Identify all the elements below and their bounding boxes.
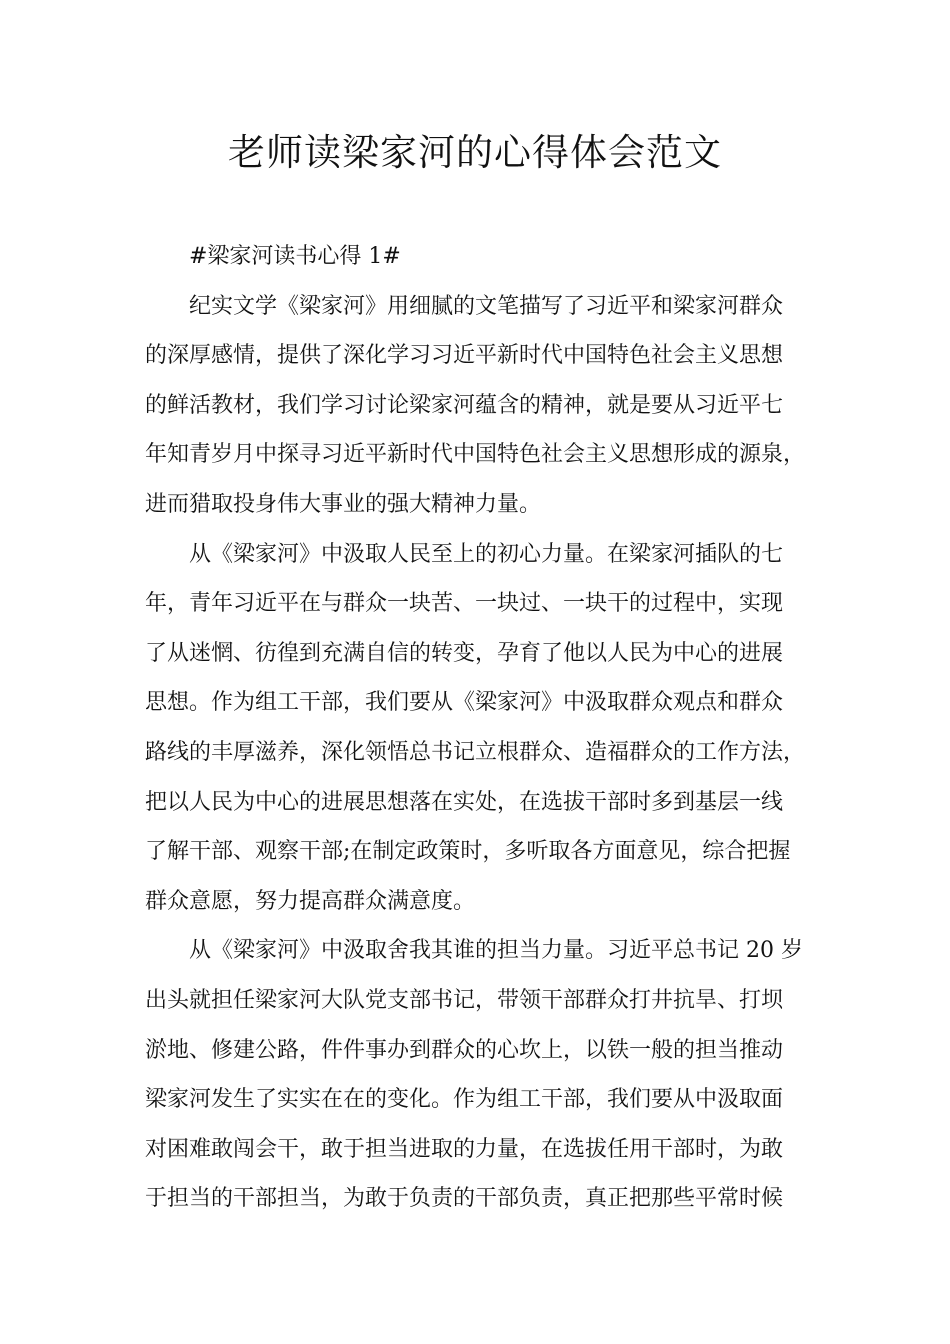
text-line: 年，青年习近平在与群众一块苦、一块过、一块干的过程中，实现	[145, 591, 784, 617]
text-line: 了从迷惘、彷徨到充满自信的转变，孕育了他以人民为中心的进展	[145, 640, 784, 666]
text-line: 把以人民为中心的进展思想落在实处，在选拔干部时多到基层一线	[145, 789, 784, 815]
paragraph-2	[145, 530, 820, 927]
text-line: 年知青岁月中探寻习近平新时代中国特色社会主义思想形成的源泉，	[145, 442, 806, 468]
paragraph-1	[145, 282, 820, 530]
text-line: 群众意愿，努力提高群众满意度。	[145, 888, 476, 914]
text-line: 的深厚感情，提供了深化学习习近平新时代中国特色社会主义思想	[145, 343, 784, 369]
text-line: 思想。作为组工干部，我们要从《梁家河》中汲取群众观点和群众	[145, 690, 784, 716]
document-body	[145, 232, 820, 1224]
section-heading	[145, 232, 820, 282]
text-line: 淤地、修建公路，件件事办到群众的心坎上，以铁一般的担当推动	[145, 1037, 784, 1063]
text-line: 梁家河发生了实实在在的变化。作为组工干部，我们要从中汲取面	[145, 1087, 784, 1113]
document-title: 老师读梁家河的心得体会范文	[228, 131, 722, 174]
text-line: 于担当的干部担当，为敢于负责的干部负责，真正把那些平常时候	[145, 1186, 784, 1212]
text-line: #梁家河读书心得 1#	[189, 244, 401, 269]
text-line: 对困难敢闯会干，敢于担当进取的力量，在选拔任用干部时，为敢	[145, 1136, 784, 1162]
text-line: 了解干部、观察干部;在制定政策时，多听取各方面意见，综合把握	[145, 839, 791, 865]
text-line: 纪实文学《梁家河》用细腻的文笔描写了习近平和梁家河群众	[189, 293, 784, 319]
text-line: 出头就担任梁家河大队党支部书记，带领干部群众打井抗旱、打坝	[145, 987, 784, 1013]
text-line: 从《梁家河》中汲取舍我其谁的担当力量。习近平总书记 20 岁	[189, 938, 803, 964]
text-line: 路线的丰厚滋养，深化领悟总书记立根群众、造福群众的工作方法，	[145, 739, 806, 765]
text-line: 进而猎取投身伟大事业的强大精神力量。	[145, 491, 542, 517]
text-line: 的鲜活教材，我们学习讨论梁家河蕴含的精神，就是要从习近平七	[145, 392, 784, 418]
text-line: 从《梁家河》中汲取人民至上的初心力量。在梁家河插队的七	[189, 541, 784, 567]
paragraph-3	[145, 926, 820, 1224]
